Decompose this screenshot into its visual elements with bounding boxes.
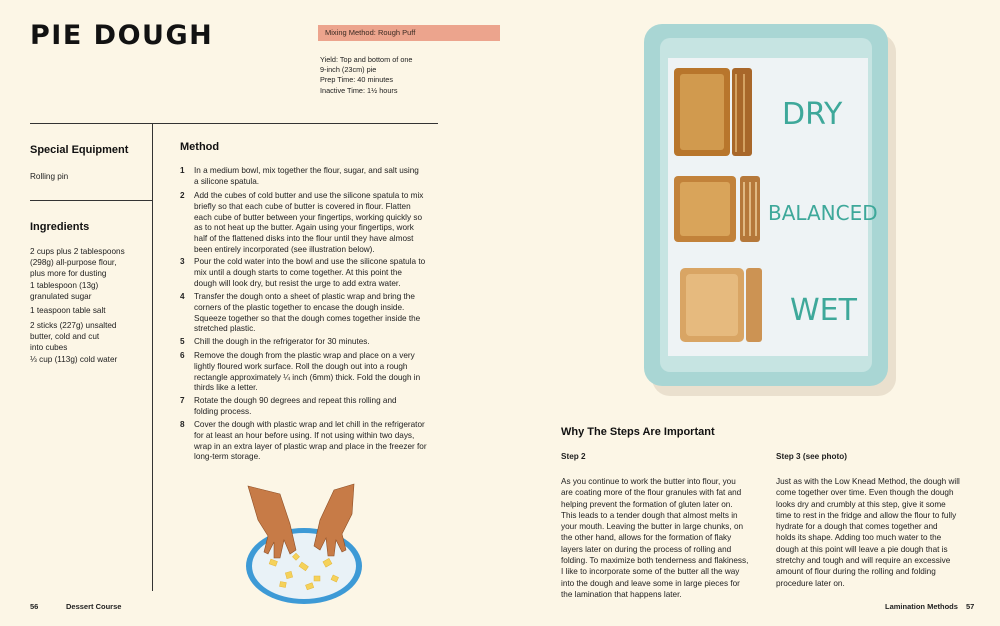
method-heading: Method xyxy=(180,141,220,153)
page-title: PIE DOUGH xyxy=(30,20,214,51)
special-equipment-item: Rolling pin xyxy=(30,172,69,181)
method-step-4: 4 Transfer the dough onto a sheet of plastic wrap and bring the corners of the plastic together to encase the dough inside. Squeeze together so that the dough comes together inside the stretched plastic. xyxy=(180,292,421,334)
ingredient-item: ⅓ cup (113g) cold water xyxy=(30,355,118,364)
method-step-2: 2 Add the cubes of cold butter and use the silicone spatula to mix briefly so that each cube of butter is covered in flour. Flatten each cube of butter between your fingertips, working quickly so as to not heat up the butter. Again using your fingertips, work half of the flattened disks into the flour until they have almost been entirely incorporated (see illustration below). xyxy=(180,191,424,254)
dough-sample-wet xyxy=(680,268,762,342)
column-divider xyxy=(152,123,153,591)
yield-line-1: Yield: Top and bottom of one xyxy=(320,55,413,64)
sidebar-divider xyxy=(30,200,152,201)
ingredient-item: 1 teaspoon table salt xyxy=(30,306,106,315)
yield-line-2: 9-inch (23cm) pie xyxy=(320,65,377,74)
footer-section-right: Lamination Methods xyxy=(885,602,958,611)
method-step-1: 1 In a medium bowl, mix together the flour, sugar, and salt using a silicone spatula. xyxy=(180,166,419,186)
special-equipment-heading: Special Equipment xyxy=(30,144,129,156)
step3-heading: Step 3 (see photo) xyxy=(776,452,847,461)
dough-wet-section xyxy=(746,268,762,342)
label-wet: WET xyxy=(790,293,857,328)
method-step-8: 8 Cover the dough with plastic wrap and let chill in the refrigerator for at least an hour before using. If not using within two days, wrap in an extra layer of plastic wrap and place in the freezer for long-term storage. xyxy=(180,420,427,462)
method-step-6: 6 Remove the dough from the plastic wrap and place on a very lightly floured work surface. Roll the dough out into a rough rectangle approximately ¼ inch (6mm) thick. Fold the dough in thirds like a letter. xyxy=(180,351,421,393)
prep-time: Prep Time: 40 minutes xyxy=(320,75,394,84)
header-divider xyxy=(30,123,438,124)
ingredients-heading: Ingredients xyxy=(30,221,90,233)
dough-comparison-photo xyxy=(644,24,900,400)
label-balanced: BALANCED xyxy=(768,201,878,225)
dough-sample-dry xyxy=(674,68,752,156)
mixing-method-badge: Mixing Method: Rough Puff xyxy=(318,25,500,41)
dough-sample-balanced xyxy=(674,176,760,242)
label-dry: DRY xyxy=(782,97,843,132)
dough-dry-section xyxy=(732,68,752,156)
page-number-right: 57 xyxy=(966,602,975,611)
method-step-3: 3 Pour the cold water into the bowl and use the silicone spatula to mix until a dough starts to come together. At this point the dough will look dry, but resist the urge to add extra water. xyxy=(180,257,426,288)
mixing-illustration xyxy=(240,480,370,610)
method-step-5: 5 Chill the dough in the refrigerator for 30 minutes. xyxy=(180,337,370,346)
footer-section-left: Dessert Course xyxy=(66,602,122,611)
ingredient-item: 2 cups plus 2 tablespoons (298g) all-purpose flour, plus more for dusting xyxy=(30,247,125,278)
why-heading: Why The Steps Are Important xyxy=(561,426,715,438)
ingredient-item: 2 sticks (227g) unsalted butter, cold and cut into cubes xyxy=(30,321,117,352)
step3-body: Just as with the Low Knead Method, the dough will come together over time. Even though the dough looks dry and crumbly at this step, give it some time to rest in the fridge and allow the flour to fully hydrate for a dough that comes together and holds its shape. Adding too much water to the dough at this point will leave a pie dough that is stretchy and tough and will require an excessive amount of flour during the rolling and folding procedure later on. xyxy=(776,477,960,588)
page-number-left: 56 xyxy=(30,602,39,611)
method-step-7: 7 Rotate the dough 90 degrees and repeat this rolling and folding process. xyxy=(180,396,397,416)
ingredient-item: 1 tablespoon (13g) granulated sugar xyxy=(30,281,99,301)
step2-body: As you continue to work the butter into flour, you are coating more of the flour granules with fat and helping prevent the formation of gluten later on. This leads to a tender dough that almost melts in your mouth. Leaving the butter in large chunks, on the other hand, allows for the formation of flaky layers later on during the process of rolling and folding. To maximize both tenderness and flakiness, I like to incorporate some of the butter all the way into the dough and leave some in large pieces for the lamination that happens later. xyxy=(561,477,749,599)
step2-heading: Step 2 xyxy=(561,452,586,461)
inactive-time: Inactive Time: 1½ hours xyxy=(320,86,398,95)
